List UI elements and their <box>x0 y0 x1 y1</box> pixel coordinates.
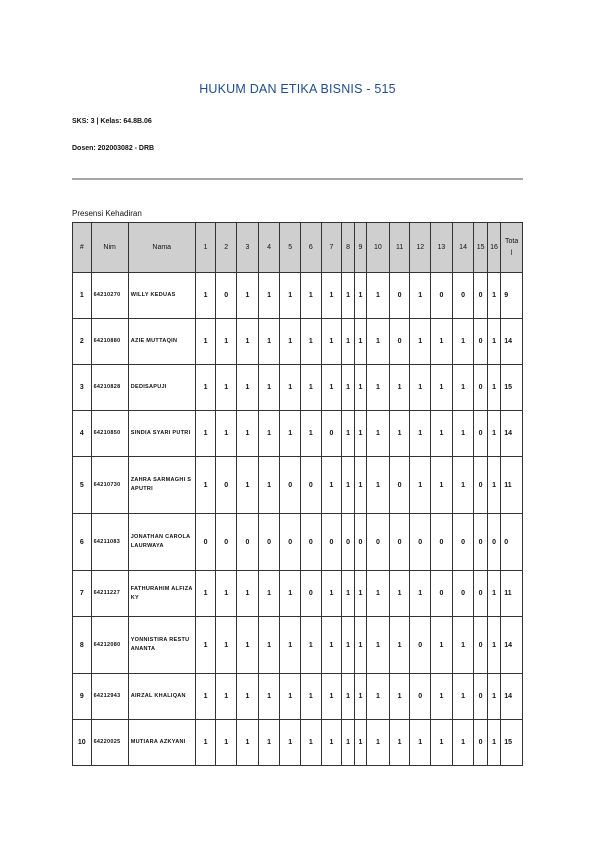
attendance-cell-4: 1 <box>258 720 280 766</box>
attendance-total: 14 <box>501 617 523 674</box>
attendance-cell-10: 1 <box>367 457 390 514</box>
attendance-cell-6: 1 <box>301 411 322 457</box>
attendance-cell-5: 1 <box>280 617 301 674</box>
attendance-cell-12: 1 <box>410 319 431 365</box>
attendance-cell-3: 1 <box>237 617 259 674</box>
attendance-cell-8: 1 <box>342 365 354 411</box>
attendance-cell-4: 1 <box>258 617 280 674</box>
attendance-cell-11: 0 <box>389 514 410 571</box>
table-row <box>73 571 523 617</box>
table-row <box>73 514 523 571</box>
attendance-cell-9: 1 <box>354 571 366 617</box>
attendance-cell-13: 1 <box>431 365 453 411</box>
table-row <box>73 617 523 674</box>
table-row <box>73 273 523 319</box>
attendance-cell-3: 1 <box>237 365 259 411</box>
attendance-cell-15: 0 <box>474 273 487 319</box>
attendance-total: 14 <box>501 674 523 720</box>
attendance-cell-5: 1 <box>280 720 301 766</box>
attendance-cell-14: 1 <box>452 720 474 766</box>
attendance-cell-6: 0 <box>301 514 322 571</box>
attendance-cell-16: 1 <box>487 720 500 766</box>
student-nim: 64212080 <box>91 617 128 674</box>
attendance-cell-12: 1 <box>410 720 431 766</box>
col-header-meeting-13: 13 <box>431 223 453 273</box>
attendance-cell-8: 1 <box>342 319 354 365</box>
attendance-cell-13: 0 <box>431 514 453 571</box>
table-row <box>73 319 523 365</box>
attendance-cell-12: 0 <box>410 674 431 720</box>
attendance-cell-8: 1 <box>342 457 354 514</box>
attendance-cell-2: 0 <box>216 514 237 571</box>
attendance-cell-1: 0 <box>195 514 216 571</box>
attendance-cell-10: 0 <box>367 514 390 571</box>
col-header-meeting-5: 5 <box>280 223 301 273</box>
attendance-cell-12: 1 <box>410 457 431 514</box>
attendance-cell-6: 1 <box>301 720 322 766</box>
attendance-cell-7: 1 <box>321 457 342 514</box>
col-header-meeting-12: 12 <box>410 223 431 273</box>
attendance-cell-7: 1 <box>321 617 342 674</box>
student-name: JONATHAN CAROLA LAURWAYA <box>128 514 195 571</box>
attendance-cell-14: 1 <box>452 365 474 411</box>
attendance-cell-8: 1 <box>342 411 354 457</box>
table-row <box>73 674 523 720</box>
attendance-cell-15: 0 <box>474 720 487 766</box>
attendance-cell-8: 1 <box>342 674 354 720</box>
attendance-cell-2: 1 <box>216 617 237 674</box>
section-label: Presensi Kehadiran <box>72 209 142 218</box>
student-nim: 64211083 <box>91 514 128 571</box>
col-header-no: # <box>73 223 92 273</box>
attendance-cell-13: 0 <box>431 571 453 617</box>
attendance-cell-14: 1 <box>452 457 474 514</box>
attendance-cell-3: 1 <box>237 674 259 720</box>
attendance-cell-13: 1 <box>431 411 453 457</box>
attendance-cell-14: 1 <box>452 617 474 674</box>
attendance-cell-9: 1 <box>354 674 366 720</box>
attendance-cell-15: 0 <box>474 617 487 674</box>
attendance-cell-10: 1 <box>367 319 390 365</box>
attendance-cell-1: 1 <box>195 273 216 319</box>
attendance-cell-3: 1 <box>237 457 259 514</box>
student-name: AZIE MUTTAQIN <box>128 319 195 365</box>
attendance-cell-1: 1 <box>195 319 216 365</box>
col-header-meeting-6: 6 <box>301 223 322 273</box>
col-header-meeting-4: 4 <box>258 223 280 273</box>
row-number: 2 <box>73 319 92 365</box>
attendance-cell-2: 1 <box>216 571 237 617</box>
attendance-cell-12: 0 <box>410 514 431 571</box>
attendance-cell-13: 1 <box>431 720 453 766</box>
attendance-table <box>72 222 523 766</box>
student-name: WILLY KEDUAS <box>128 273 195 319</box>
table-row <box>73 457 523 514</box>
attendance-cell-12: 1 <box>410 571 431 617</box>
attendance-cell-1: 1 <box>195 720 216 766</box>
attendance-cell-10: 1 <box>367 571 390 617</box>
attendance-cell-5: 1 <box>280 411 301 457</box>
attendance-cell-16: 1 <box>487 365 500 411</box>
attendance-cell-13: 1 <box>431 457 453 514</box>
attendance-cell-14: 1 <box>452 319 474 365</box>
attendance-cell-11: 1 <box>389 674 410 720</box>
attendance-cell-15: 0 <box>474 411 487 457</box>
attendance-cell-11: 0 <box>389 319 410 365</box>
attendance-cell-1: 1 <box>195 617 216 674</box>
col-header-nama: Nama <box>128 223 195 273</box>
attendance-cell-10: 1 <box>367 720 390 766</box>
student-name: MUTIARA AZKYANI <box>128 720 195 766</box>
attendance-cell-5: 0 <box>280 514 301 571</box>
row-number: 9 <box>73 674 92 720</box>
attendance-cell-16: 1 <box>487 617 500 674</box>
attendance-cell-15: 0 <box>474 457 487 514</box>
student-nim: 64210828 <box>91 365 128 411</box>
attendance-cell-7: 1 <box>321 674 342 720</box>
attendance-total: 15 <box>501 365 523 411</box>
attendance-cell-14: 0 <box>452 571 474 617</box>
attendance-cell-15: 0 <box>474 319 487 365</box>
attendance-cell-2: 1 <box>216 365 237 411</box>
attendance-cell-8: 1 <box>342 720 354 766</box>
attendance-cell-7: 0 <box>321 514 342 571</box>
attendance-total: 9 <box>501 273 523 319</box>
attendance-cell-16: 1 <box>487 411 500 457</box>
attendance-cell-3: 1 <box>237 720 259 766</box>
attendance-cell-6: 1 <box>301 319 322 365</box>
row-number: 7 <box>73 571 92 617</box>
col-header-meeting-1: 1 <box>195 223 216 273</box>
attendance-cell-11: 0 <box>389 457 410 514</box>
col-header-meeting-11: 11 <box>389 223 410 273</box>
student-nim: 64212943 <box>91 674 128 720</box>
attendance-cell-11: 0 <box>389 273 410 319</box>
col-header-meeting-3: 3 <box>237 223 259 273</box>
attendance-cell-8: 1 <box>342 571 354 617</box>
attendance-cell-3: 0 <box>237 514 259 571</box>
table-row <box>73 365 523 411</box>
student-name: AIRZAL KHALIQAN <box>128 674 195 720</box>
attendance-cell-1: 1 <box>195 457 216 514</box>
attendance-cell-9: 1 <box>354 365 366 411</box>
col-header-meeting-9: 9 <box>354 223 366 273</box>
attendance-total: 15 <box>501 720 523 766</box>
attendance-cell-13: 1 <box>431 319 453 365</box>
attendance-cell-10: 1 <box>367 365 390 411</box>
attendance-cell-15: 0 <box>474 365 487 411</box>
attendance-total: 14 <box>501 411 523 457</box>
attendance-cell-11: 1 <box>389 617 410 674</box>
row-number: 6 <box>73 514 92 571</box>
attendance-cell-15: 0 <box>474 674 487 720</box>
attendance-cell-14: 0 <box>452 273 474 319</box>
attendance-cell-11: 1 <box>389 411 410 457</box>
page-title: HUKUM DAN ETIKA BISNIS - 515 <box>199 82 396 96</box>
col-header-meeting-8: 8 <box>342 223 354 273</box>
attendance-cell-16: 1 <box>487 273 500 319</box>
attendance-cell-13: 0 <box>431 273 453 319</box>
attendance-cell-7: 1 <box>321 319 342 365</box>
attendance-cell-2: 1 <box>216 674 237 720</box>
attendance-total: 0 <box>501 514 523 571</box>
attendance-cell-9: 1 <box>354 411 366 457</box>
attendance-cell-11: 1 <box>389 365 410 411</box>
attendance-cell-10: 1 <box>367 617 390 674</box>
attendance-cell-15: 0 <box>474 514 487 571</box>
row-number: 4 <box>73 411 92 457</box>
attendance-cell-1: 1 <box>195 411 216 457</box>
student-name: SINDIA SYARI PUTRI <box>128 411 195 457</box>
student-nim: 64210730 <box>91 457 128 514</box>
attendance-cell-11: 1 <box>389 720 410 766</box>
col-header-meeting-16: 16 <box>487 223 500 273</box>
attendance-cell-11: 1 <box>389 571 410 617</box>
attendance-cell-2: 1 <box>216 720 237 766</box>
attendance-cell-13: 1 <box>431 674 453 720</box>
attendance-cell-12: 0 <box>410 617 431 674</box>
attendance-cell-7: 1 <box>321 365 342 411</box>
attendance-cell-4: 1 <box>258 457 280 514</box>
attendance-cell-8: 0 <box>342 514 354 571</box>
attendance-cell-2: 1 <box>216 411 237 457</box>
attendance-cell-5: 1 <box>280 319 301 365</box>
attendance-cell-16: 1 <box>487 319 500 365</box>
attendance-cell-6: 1 <box>301 365 322 411</box>
attendance-cell-7: 1 <box>321 571 342 617</box>
attendance-cell-4: 1 <box>258 319 280 365</box>
attendance-cell-16: 1 <box>487 571 500 617</box>
divider <box>72 178 523 180</box>
attendance-total: 11 <box>501 457 523 514</box>
attendance-cell-4: 1 <box>258 365 280 411</box>
attendance-cell-2: 0 <box>216 273 237 319</box>
attendance-cell-5: 1 <box>280 571 301 617</box>
attendance-cell-7: 1 <box>321 720 342 766</box>
attendance-cell-5: 1 <box>280 365 301 411</box>
attendance-cell-1: 1 <box>195 674 216 720</box>
attendance-cell-6: 1 <box>301 674 322 720</box>
attendance-cell-4: 1 <box>258 674 280 720</box>
attendance-cell-4: 1 <box>258 571 280 617</box>
attendance-cell-6: 0 <box>301 457 322 514</box>
attendance-cell-7: 1 <box>321 273 342 319</box>
attendance-cell-1: 1 <box>195 571 216 617</box>
attendance-cell-12: 1 <box>410 411 431 457</box>
attendance-cell-10: 1 <box>367 411 390 457</box>
attendance-cell-2: 1 <box>216 319 237 365</box>
student-name: FATHURAHIM ALFIZAKY <box>128 571 195 617</box>
col-header-meeting-14: 14 <box>452 223 474 273</box>
attendance-cell-12: 1 <box>410 273 431 319</box>
attendance-cell-14: 0 <box>452 514 474 571</box>
col-header-nim: Nim <box>91 223 128 273</box>
table-row <box>73 411 523 457</box>
attendance-cell-3: 1 <box>237 411 259 457</box>
student-nim: 64211227 <box>91 571 128 617</box>
attendance-cell-5: 1 <box>280 273 301 319</box>
attendance-cell-1: 1 <box>195 365 216 411</box>
course-info: SKS: 3 | Kelas: 64.8B.06 <box>72 118 152 125</box>
attendance-cell-4: 1 <box>258 411 280 457</box>
attendance-cell-6: 1 <box>301 273 322 319</box>
attendance-cell-7: 0 <box>321 411 342 457</box>
col-header-total: Total <box>501 223 523 273</box>
row-number: 8 <box>73 617 92 674</box>
attendance-total: 14 <box>501 319 523 365</box>
attendance-cell-12: 1 <box>410 365 431 411</box>
attendance-cell-9: 1 <box>354 273 366 319</box>
attendance-cell-15: 0 <box>474 571 487 617</box>
attendance-cell-9: 1 <box>354 319 366 365</box>
attendance-cell-6: 1 <box>301 617 322 674</box>
attendance-cell-3: 1 <box>237 319 259 365</box>
row-number: 10 <box>73 720 92 766</box>
student-nim: 64210850 <box>91 411 128 457</box>
attendance-cell-3: 1 <box>237 571 259 617</box>
attendance-cell-8: 1 <box>342 617 354 674</box>
col-header-meeting-10: 10 <box>367 223 390 273</box>
table-row <box>73 720 523 766</box>
attendance-cell-3: 1 <box>237 273 259 319</box>
attendance-cell-9: 1 <box>354 457 366 514</box>
student-nim: 64210270 <box>91 273 128 319</box>
student-nim: 64210880 <box>91 319 128 365</box>
attendance-cell-10: 1 <box>367 273 390 319</box>
attendance-cell-16: 1 <box>487 457 500 514</box>
attendance-cell-8: 1 <box>342 273 354 319</box>
row-number: 3 <box>73 365 92 411</box>
student-name: YONNISTIRA RESTU ANANTA <box>128 617 195 674</box>
attendance-cell-13: 1 <box>431 617 453 674</box>
row-number: 5 <box>73 457 92 514</box>
attendance-cell-10: 1 <box>367 674 390 720</box>
attendance-cell-14: 1 <box>452 411 474 457</box>
lecturer-info: Dosen: 202003082 - DRB <box>72 145 155 152</box>
attendance-cell-16: 0 <box>487 514 500 571</box>
attendance-cell-4: 0 <box>258 514 280 571</box>
col-header-meeting-2: 2 <box>216 223 237 273</box>
attendance-cell-4: 1 <box>258 273 280 319</box>
attendance-cell-5: 1 <box>280 674 301 720</box>
table-header-row <box>73 223 523 273</box>
col-header-meeting-7: 7 <box>321 223 342 273</box>
student-nim: 64220025 <box>91 720 128 766</box>
attendance-cell-16: 1 <box>487 674 500 720</box>
student-name: DEDISAPUJI <box>128 365 195 411</box>
attendance-cell-6: 0 <box>301 571 322 617</box>
student-name: ZAHRA SARMAGHI SAPUTRI <box>128 457 195 514</box>
col-header-meeting-15: 15 <box>474 223 487 273</box>
attendance-cell-14: 1 <box>452 674 474 720</box>
attendance-cell-9: 1 <box>354 720 366 766</box>
attendance-cell-2: 0 <box>216 457 237 514</box>
attendance-cell-9: 0 <box>354 514 366 571</box>
attendance-cell-9: 1 <box>354 617 366 674</box>
attendance-total: 11 <box>501 571 523 617</box>
attendance-cell-5: 0 <box>280 457 301 514</box>
row-number: 1 <box>73 273 92 319</box>
